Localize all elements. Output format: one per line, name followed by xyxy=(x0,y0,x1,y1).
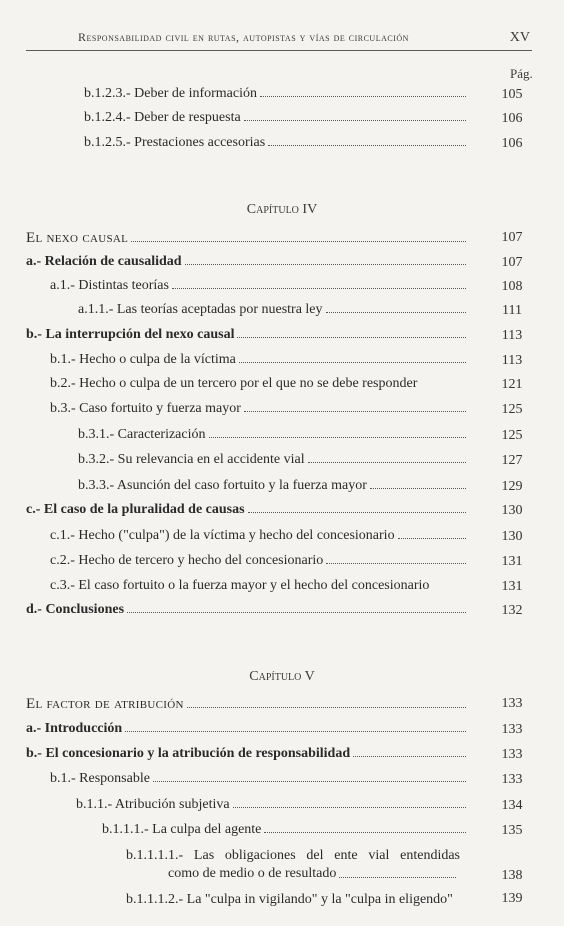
toc-entry[interactable]: b.3.2.- Su relevancia en el accidente vial xyxy=(78,448,470,468)
toc-page: 131 xyxy=(501,579,523,594)
toc-entry[interactable]: b.1.- Hecho o culpa de la víctima xyxy=(50,348,470,368)
toc-entry[interactable]: d.- Conclusiones xyxy=(26,598,470,618)
toc-page: 133 xyxy=(501,747,523,762)
toc-entry[interactable]: b.3.3.- Asunción del caso fortuito y la fuerza mayor xyxy=(78,474,470,494)
toc-page: 129 xyxy=(501,479,523,494)
toc-entry[interactable]: El nexo causal xyxy=(26,227,470,247)
toc-entry[interactable]: b.1.2.3.- Deber de información xyxy=(84,82,470,102)
toc-page: 138 xyxy=(501,868,523,883)
toc-entry[interactable]: a.- Introducción xyxy=(26,717,470,737)
toc-entry-line-1: b.1.1.1.1.- Las obligaciones del ente vial entendidas xyxy=(126,848,460,863)
toc-entry[interactable]: c.- El caso de la pluralidad de causas xyxy=(26,498,470,518)
toc-entry[interactable]: b.3.1.- Caracterización xyxy=(78,423,470,443)
chapter-heading: Capítulo V xyxy=(249,669,315,684)
toc-page: 106 xyxy=(501,136,523,151)
toc-entry[interactable]: b.1.1.1.- La culpa del agente xyxy=(102,818,470,838)
toc-page: 139 xyxy=(501,891,523,906)
chapter-heading: Capítulo IV xyxy=(246,202,318,217)
toc-entry[interactable]: a.- Relación de causalidad xyxy=(26,250,470,270)
page-column-label: Pág. xyxy=(510,66,533,81)
page-number-roman: XV xyxy=(509,30,530,45)
toc-entry[interactable]: b.1.- Responsable xyxy=(50,767,470,787)
toc-page: 133 xyxy=(501,696,523,711)
toc-page: 130 xyxy=(501,503,523,518)
toc-page: 131 xyxy=(501,554,523,569)
toc-entry[interactable]: b.- La interrupción del nexo causal xyxy=(26,323,470,343)
toc-entry[interactable]: b.1.1.- Atribución subjetiva xyxy=(76,793,470,813)
running-header-title: Responsabilidad civil en rutas, autopistas y vías de circulación xyxy=(78,30,409,44)
toc-page: 125 xyxy=(501,402,523,417)
toc-page: 107 xyxy=(501,255,523,270)
toc-entry[interactable]: c.3.- El caso fortuito o la fuerza mayor y el hecho del concesionario xyxy=(50,578,430,593)
toc-page: 132 xyxy=(501,603,523,618)
toc-entry[interactable]: b.1.1.1.2.- La "culpa in vigilando" y la "culpa in eligendo" xyxy=(126,892,453,907)
toc-entry[interactable]: El factor de atribución xyxy=(26,693,470,713)
toc-page: 133 xyxy=(501,772,523,787)
toc-entry[interactable]: b.1.2.4.- Deber de respuesta xyxy=(84,106,470,126)
running-header xyxy=(26,26,532,51)
toc-entry-multiline[interactable] xyxy=(126,847,460,883)
toc-page: 113 xyxy=(501,353,523,368)
toc-entry[interactable]: b.1.2.5.- Prestaciones accesorias xyxy=(84,131,470,151)
toc-page: 107 xyxy=(501,230,523,245)
toc-page: 130 xyxy=(501,529,523,544)
toc-page: 111 xyxy=(502,303,522,318)
toc-page: 135 xyxy=(501,823,523,838)
toc-entry-line-2: como de medio o de resultado xyxy=(126,865,460,883)
toc-page: 105 xyxy=(501,87,523,102)
toc-entry[interactable]: c.2.- Hecho de tercero y hecho del concesionario xyxy=(50,549,470,569)
toc-page: 127 xyxy=(501,453,523,468)
toc-entry[interactable]: b.2.- Hecho o culpa de un tercero por el que no se debe responder xyxy=(50,376,418,391)
toc-entry[interactable]: a.1.- Distintas teorías xyxy=(50,274,470,294)
toc-page: 106 xyxy=(501,111,523,126)
toc-page: 121 xyxy=(501,377,523,392)
toc-entry[interactable]: b.- El concesionario y la atribución de responsabilidad xyxy=(26,742,470,762)
toc-page: 134 xyxy=(501,798,523,813)
toc-entry[interactable]: c.1.- Hecho ("culpa") de la víctima y hecho del concesionario xyxy=(50,524,470,544)
toc-page: 133 xyxy=(501,722,523,737)
toc-page: 108 xyxy=(501,279,523,294)
toc-page: 125 xyxy=(501,428,523,443)
toc-entry[interactable]: a.1.1.- Las teorías aceptadas por nuestra ley xyxy=(78,298,470,318)
toc-page: 113 xyxy=(501,328,523,343)
toc-entry[interactable]: b.3.- Caso fortuito y fuerza mayor xyxy=(50,397,470,417)
